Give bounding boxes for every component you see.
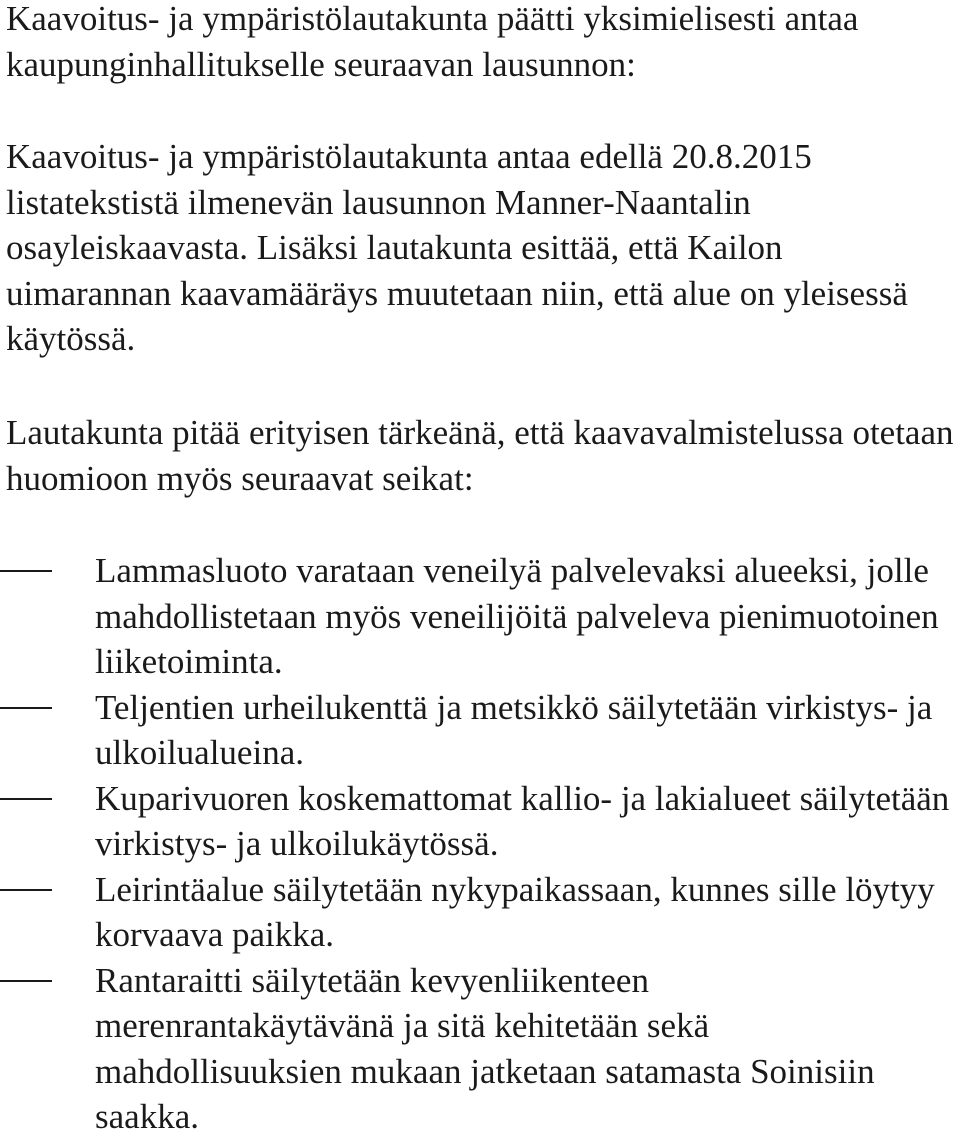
decision-paragraph: Kaavoitus- ja ympäristölautakunta päätti yksimielisesti antaa kaupunginhallitukselle seuraavan lausunnon: bbox=[6, 0, 859, 84]
list-item bbox=[0, 958, 960, 1140]
list-item-text: Kuparivuoren koskemattomat kallio- ja lakialueet säilytetään virkistys- ja ulkoilukäytössä. bbox=[95, 778, 950, 863]
list-item bbox=[0, 548, 960, 685]
list-item-text: Leirintäalue säilytetään nykypaikassaan, kunnes sille löytyy korvaava paikka. bbox=[95, 869, 935, 954]
list-item-text: Rantaraitti säilytetään kevyenliikenteen merenrantakäytävänä ja sitä kehitetään sekä mahdollisuuksien mukaan jatketaan satamasta Soinisiin saakka. bbox=[95, 960, 875, 1136]
dash-bullet-icon bbox=[0, 889, 52, 891]
list-item bbox=[0, 867, 960, 958]
dash-bullet-icon bbox=[0, 707, 52, 709]
list-item bbox=[0, 685, 960, 776]
considerations-list bbox=[0, 548, 960, 1140]
considerations-intro-paragraph: Lautakunta pitää erityisen tärkeänä, että kaavavalmistelussa otetaan huomioon myös seuraavat seikat: bbox=[6, 413, 954, 498]
list-item-text: Teljentien urheilukenttä ja metsikkö säilytetään virkistys- ja ulkoilualueina. bbox=[95, 687, 933, 772]
statement-paragraph: Kaavoitus- ja ympäristölautakunta antaa edellä 20.8.2015 listatekstistä ilmenevän lausunnon Manner-Naantalin osayleiskaavasta. Lisäksi lautakunta esittää, että Kailon uimarannan kaavamääräys muutetaan niin, että alue on yleisessä käytössä. bbox=[6, 137, 908, 358]
dash-bullet-icon bbox=[0, 980, 52, 982]
dash-bullet-icon bbox=[0, 798, 52, 800]
dash-bullet-icon bbox=[0, 570, 52, 572]
list-item bbox=[0, 776, 960, 867]
list-item-text: Lammasluoto varataan veneilyä palvelevaksi alueeksi, jolle mahdollistetaan myös veneilijöitä palveleva pienimuotoinen liiketoiminta. bbox=[95, 551, 939, 681]
